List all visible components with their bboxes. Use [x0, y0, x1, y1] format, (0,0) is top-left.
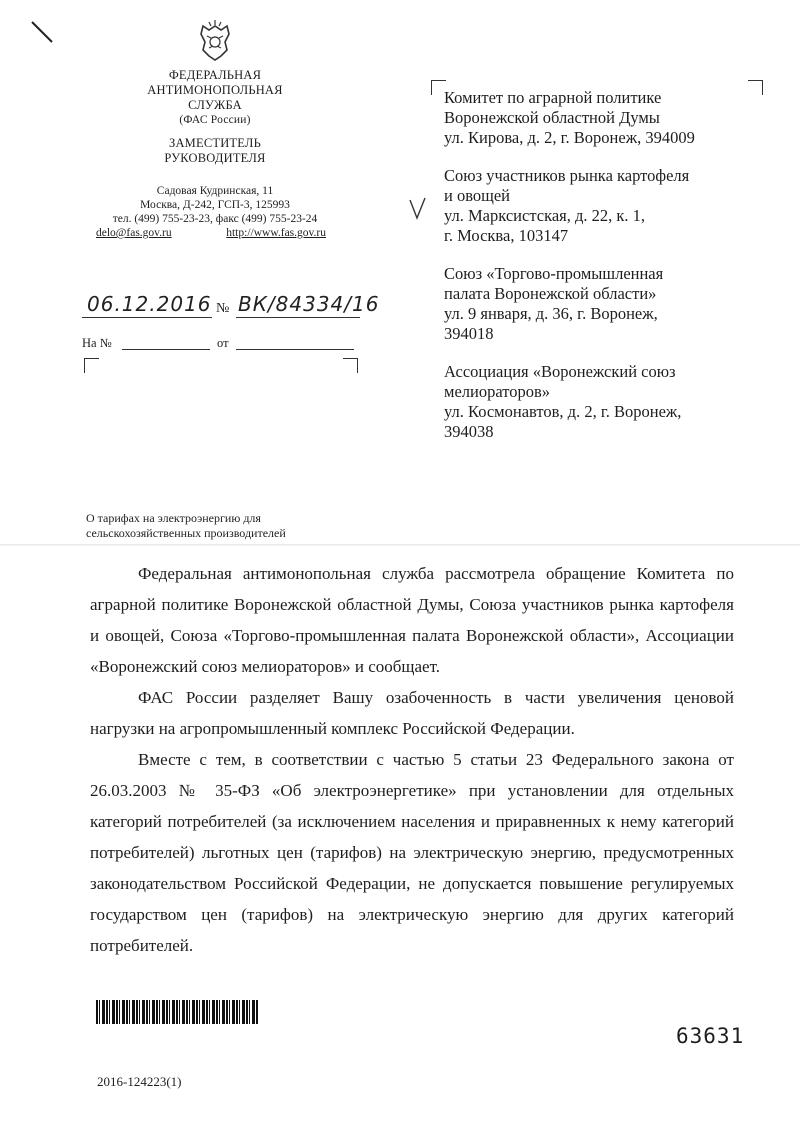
handwritten-date: 06.12.2016	[87, 292, 212, 316]
subject-line: сельскохозяйственных производителей	[86, 526, 286, 540]
recipients-block	[444, 88, 764, 460]
recipient-line: 394038	[444, 422, 494, 441]
recipient	[444, 264, 764, 344]
recipient-line: и овощей	[444, 186, 510, 205]
agency-line: СЛУЖБА	[188, 98, 242, 112]
ref-field-line	[122, 349, 210, 350]
recipient	[444, 88, 764, 148]
agency-line: ФЕДЕРАЛЬНАЯ	[168, 68, 262, 82]
sender-address	[60, 184, 370, 226]
body-paragraph: Вместе с тем, в соответствии с частью 5 статьи 23 Федерального закона от 26.03.2003 № 35-ФЗ «Об электроэнергетике» при установлении для отдельных категорий потребителей (за исключением населения и приравненных к нему категорий потребителей) льготных цен (тарифов) на электрическую энергию, предусмотренных законодательством Российской Федерации, не допускается повышение регулируемых государством цен (тарифов) на электрическую энергию для других категорий потребителей.	[90, 750, 734, 955]
contacts-row	[60, 226, 370, 240]
position-line: РУКОВОДИТЕЛЯ	[164, 151, 266, 165]
recipient-line: мелиораторов»	[444, 382, 551, 401]
recipient-line: Воронежской областной Думы	[444, 108, 660, 127]
corner-bracket	[343, 358, 358, 373]
document-id: 2016-124223(1)	[97, 1074, 182, 1089]
letter-subject	[86, 511, 286, 541]
ref-label: На №	[82, 336, 112, 350]
recipient	[444, 166, 764, 246]
subject-line: О тарифах на электроэнергию для	[86, 511, 261, 525]
agency-name	[60, 68, 370, 166]
recipient-line: палата Воронежской области»	[444, 284, 657, 303]
body-paragraph: Федеральная антимонопольная служба рассмотрела обращение Комитета по аграрной политике Воронежской областной Думы, Союза участников рынка картофеля и овощей, Союза «Торгово-промышленная палата Воронежской области», Ассоциации «Воронежский союз мелиораторов» и сообщает.	[90, 564, 734, 676]
barcode	[96, 1000, 258, 1024]
letter-body	[90, 558, 734, 961]
agency-line: (ФАС России)	[179, 114, 251, 126]
corner-bracket	[84, 358, 99, 373]
website-link[interactable]: http://www.fas.gov.ru	[226, 227, 326, 239]
recipient-line: ул. Кирова, д. 2, г. Воронеж, 394009	[444, 128, 695, 147]
handwritten-number: ВК/84334/16	[238, 292, 380, 316]
scan-fold-line	[0, 544, 800, 546]
recipient-line: Ассоциация «Воронежский союз	[444, 362, 676, 381]
agency-line: АНТИМОНОПОЛЬНАЯ	[147, 83, 283, 97]
address-line: тел. (499) 755-23-23, факс (499) 755-23-24	[112, 213, 318, 225]
recipient	[444, 362, 764, 442]
address-line: Москва, Д-242, ГСП-3, 125993	[140, 199, 290, 211]
address-line: Садовая Кудринская, 11	[156, 185, 274, 197]
sender-block	[60, 20, 370, 240]
from-field-line	[236, 349, 354, 350]
recipient-line: Комитет по аграрной политике	[444, 88, 662, 107]
coat-of-arms-icon	[195, 20, 235, 64]
date-underline	[82, 317, 212, 318]
check-mark-icon	[408, 196, 428, 222]
number-underline	[236, 317, 360, 318]
recipient-line: ул. Космонавтов, д. 2, г. Воронеж,	[444, 402, 682, 421]
recipient-line: г. Москва, 103147	[444, 226, 569, 245]
position-line: ЗАМЕСТИТЕЛЬ	[168, 136, 261, 150]
recipient-line: 394018	[444, 324, 494, 343]
body-paragraph: ФАС России разделяет Вашу озабоченность в части увеличения ценовой нагрузки на агропромышленный комплекс Российской Федерации.	[90, 688, 734, 738]
recipient-line: ул. Марксистская, д. 22, к. 1,	[444, 206, 646, 225]
registration-number: 63631	[676, 1024, 745, 1048]
number-label: №	[216, 301, 230, 316]
email-link[interactable]: delo@fas.gov.ru	[96, 227, 172, 239]
from-label: от	[217, 336, 229, 350]
recipient-line: ул. 9 января, д. 36, г. Воронеж,	[444, 304, 658, 323]
recipient-line: Союз «Торгово-промышленная	[444, 264, 664, 283]
recipient-line: Союз участников рынка картофеля	[444, 166, 690, 185]
